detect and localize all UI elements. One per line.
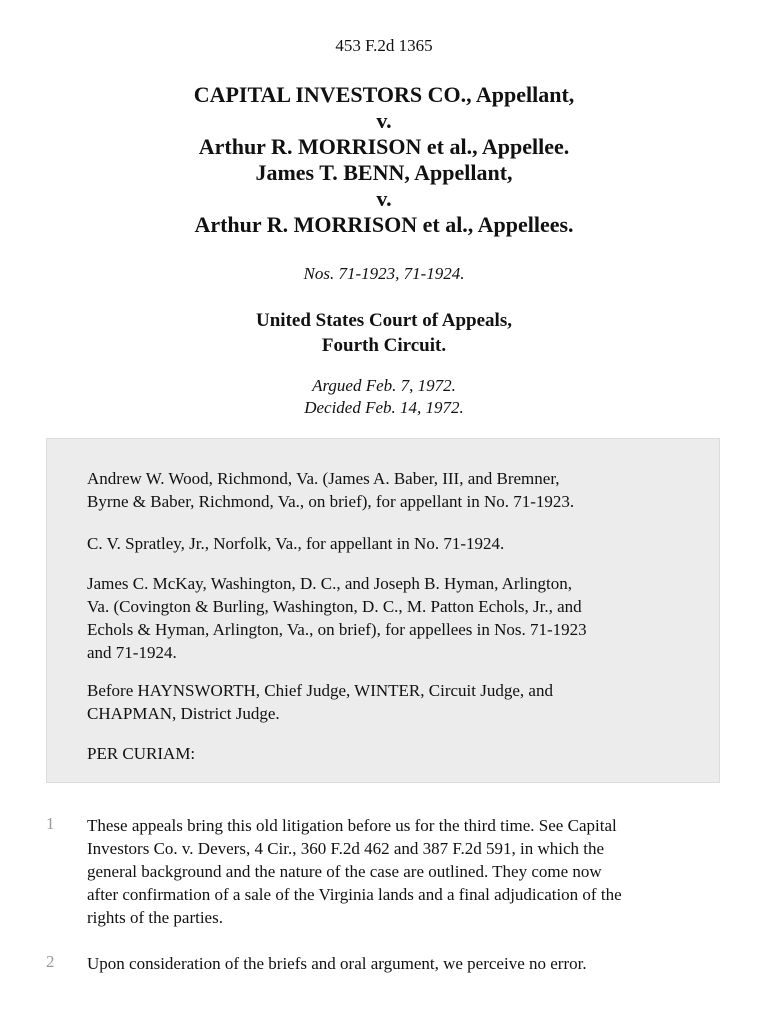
judges-line: Before HAYNSWORTH, Chief Judge, WINTER, Circuit Judge, and [87,681,553,700]
case-citation: 453 F.2d 1365 [335,36,433,55]
counsel-line: Echols & Hyman, Arlington, Va., on brief), for appellees in Nos. 71-1923 [87,620,587,639]
caption-line: Arthur R. MORRISON et al., Appellees. [194,212,574,237]
caption-line: James T. BENN, Appellant, [255,160,513,185]
case-dates [0,375,768,419]
decided-date: Decided Feb. 14, 1972. [304,398,464,417]
opinion-paragraph-2 [87,952,727,975]
caption-line: CAPITAL INVESTORS CO., Appellant, [193,82,575,107]
paragraph-number: 2 [46,952,55,971]
counsel-line: Andrew W. Wood, Richmond, Va. (James A. Baber, III, and Bremner, [87,469,560,488]
opinion-line: general background and the nature of the case are outlined. They come now [87,862,602,881]
counsel-line: James C. McKay, Washington, D. C., and Joseph B. Hyman, Arlington, [87,574,572,593]
paragraph-number: 1 [46,814,55,833]
counsel-appellees [87,572,687,664]
opinion-paragraph-1 [87,814,727,929]
caption-line: v. [376,186,392,211]
opinion-line: rights of the parties. [87,908,223,927]
judges-line: CHAPMAN, District Judge. [87,704,280,723]
case-caption [0,82,768,238]
court-name-line: Fourth Circuit. [321,335,447,356]
opinion-line: Upon consideration of the briefs and oral argument, we perceive no error. [87,954,587,973]
opinion-line: Investors Co. v. Devers, 4 Cir., 360 F.2d 462 and 387 F.2d 591, in which the [87,839,605,858]
counsel-appellant-1923 [87,467,687,513]
caption-line: v. [376,108,392,133]
argued-date: Argued Feb. 7, 1972. [312,376,456,395]
counsel-line: Va. (Covington & Burling, Washington, D. C., M. Patton Echols, Jr., and [87,597,582,616]
docket-numbers: Nos. 71-1923, 71-1924. [303,264,465,283]
per-curiam-label: PER CURIAM: [87,744,196,763]
counsel-line: and 71-1924. [87,643,177,662]
court-name-line: United States Court of Appeals, [256,310,512,331]
judges-panel [87,679,687,725]
counsel-line: Byrne & Baber, Richmond, Va., on brief), for appellant in No. 71-1923. [87,492,575,511]
opinion-line: after confirmation of a sale of the Virginia lands and a final adjudication of the [87,885,622,904]
opinion-line: These appeals bring this old litigation before us for the third time. See Capital [87,816,617,835]
per-curiam-heading [87,742,687,765]
counsel-appellant-1924 [87,532,687,555]
court-name [0,308,768,358]
counsel-line: C. V. Spratley, Jr., Norfolk, Va., for appellant in No. 71-1924. [87,534,505,553]
caption-line: Arthur R. MORRISON et al., Appellee. [198,134,570,159]
